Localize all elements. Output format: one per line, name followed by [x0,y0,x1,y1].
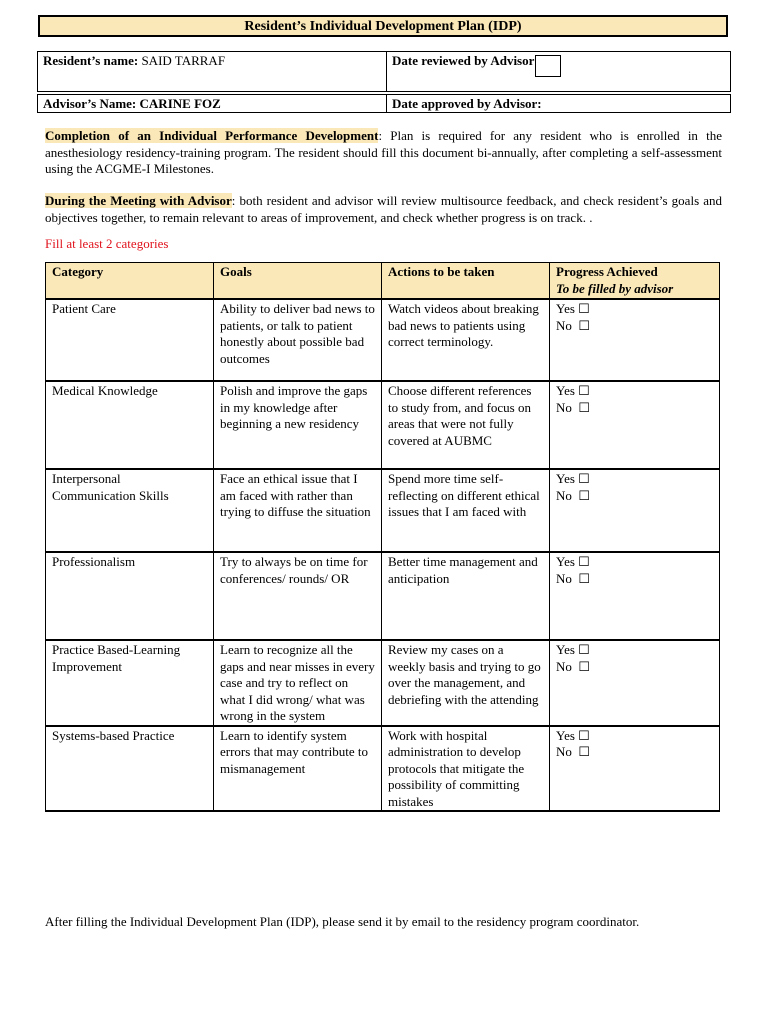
intro-paragraph-meeting [45,193,722,226]
goals-cell: Learn to recognize all the gaps and near misses in every case and try to reflect on what I did wrong/ what was wrong in the system [214,640,382,726]
footer-instruction: After filling the Individual Development Plan (IDP), please send it by email to the residency program coordinator. [45,914,640,929]
development-plan-table [45,262,720,812]
header-actions: Actions to be taken [382,263,550,300]
no-checkbox[interactable]: No ☐ [556,399,591,415]
table-row [46,640,720,726]
yes-checkbox[interactable]: Yes ☐ [556,554,590,569]
no-checkbox[interactable]: No ☐ [556,570,591,586]
progress-cell [550,381,720,469]
no-checkbox[interactable]: No ☐ [556,317,591,333]
table-row [46,552,720,640]
yes-checkbox[interactable]: Yes ☐ [556,642,590,657]
advisor-name-value: CARINE FOZ [136,96,221,111]
header-goals: Goals [214,263,382,300]
no-checkbox[interactable]: No ☐ [556,658,591,674]
completion-text: : Plan is required for any resident who is enrolled in the anesthesiology residency-training program. The resident should fill this document bi-annually, after completing a self-assessment using the ACGME-I Milestones. [45,128,722,176]
yes-checkbox[interactable]: Yes ☐ [556,471,590,486]
advisor-name-cell [38,95,387,113]
resident-name-cell [38,52,387,92]
fill-instruction: Fill at least 2 categories [45,236,169,251]
goals-cell: Polish and improve the gaps in my knowledge after beginning a new residency [214,381,382,469]
yes-checkbox[interactable]: Yes ☐ [556,301,590,316]
category-cell: Professionalism [46,552,214,640]
date-approved-label: Date approved by Advisor: [392,96,542,111]
no-checkbox[interactable]: No ☐ [556,487,591,503]
resident-name-label: Resident’s name: [43,53,139,68]
goals-cell: Learn to identify system errors that may contribute to mismanagement [214,726,382,812]
document-title: Resident’s Individual Development Plan (IDP) [38,15,728,37]
resident-name-value: SAID TARRAF [138,53,226,68]
category-cell: Patient Care [46,299,214,381]
goals-cell: Face an ethical issue that I am faced with rather than trying to diffuse the situation [214,469,382,552]
category-cell: Interpersonal Communication Skills [46,469,214,552]
progress-cell [550,726,720,812]
category-cell: Practice Based-Learning Improvement [46,640,214,726]
meeting-text: : both resident and advisor will review multisource feedback, and check resident’s goals and objectives together, to remain relevant to areas of improvement, and check whether progress is on track. . [45,193,722,225]
yes-checkbox[interactable]: Yes ☐ [556,727,590,743]
yes-checkbox[interactable]: Yes ☐ [556,383,590,398]
date-reviewed-cell [387,52,731,92]
actions-cell: Work with hospital administration to develop protocols that mitigate the possibility of committing mistakes [382,726,550,812]
date-reviewed-label: Date reviewed by Advisor [392,53,535,68]
date-approved-cell [387,95,731,113]
intro-paragraph-completion [45,128,722,178]
table-row [46,299,720,381]
meeting-highlight: During the Meeting with Advisor [45,193,232,208]
table-row [46,381,720,469]
date-reviewed-box[interactable] [535,55,561,77]
actions-cell: Choose different references to study from, and focus on areas that were not fully covered at AUBMC [382,381,550,469]
table-row [46,726,720,812]
progress-cell [550,469,720,552]
no-checkbox[interactable]: No ☐ [556,744,591,759]
category-cell: Medical Knowledge [46,381,214,469]
advisor-name-label: Advisor’s Name: [43,96,137,111]
actions-cell: Spend more time self-reflecting on different ethical issues that I am faced with [382,469,550,552]
header-progress-title: Progress Achieved [556,264,658,279]
progress-cell [550,299,720,381]
progress-cell [550,552,720,640]
completion-highlight: Completion of an Individual Performance Development [45,128,379,143]
table-row [46,469,720,552]
header-category: Category [46,263,214,300]
actions-cell: Better time management and anticipation [382,552,550,640]
header-progress-subtitle: To be filled by advisor [556,280,674,296]
goals-cell: Try to always be on time for conferences/ rounds/ OR [214,552,382,640]
goals-cell: Ability to deliver bad news to patients, or talk to patient honestly about possible bad outcomes [214,299,382,381]
actions-cell: Review my cases on a weekly basis and trying to go over the management, and debriefing with the attending [382,640,550,726]
header-progress [550,263,720,300]
actions-cell: Watch videos about breaking bad news to patients using correct terminology. [382,299,550,381]
progress-cell [550,640,720,726]
category-cell: Systems-based Practice [46,726,214,812]
resident-info-table [37,51,731,113]
